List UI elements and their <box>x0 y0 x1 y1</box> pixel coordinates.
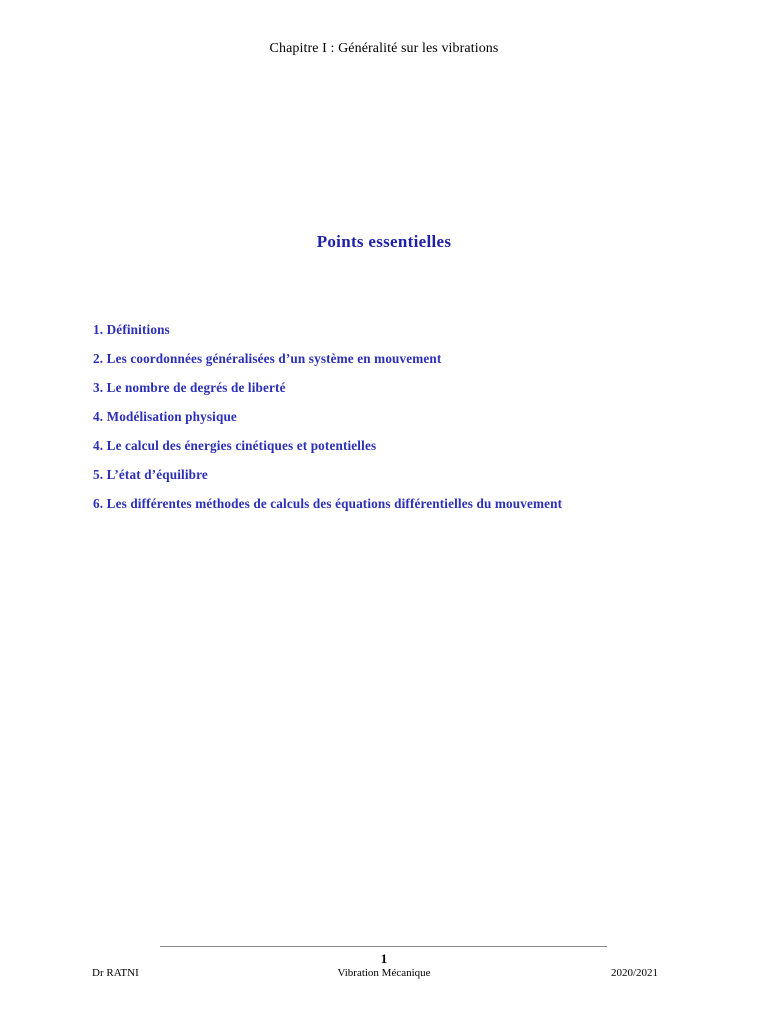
points-list <box>93 320 562 523</box>
page-number: 1 <box>380 951 388 966</box>
footer-course: Vibration Mécanique <box>337 967 431 979</box>
footer-divider <box>160 946 607 947</box>
list-item: 1. Définitions <box>93 322 170 337</box>
section-title: Points essentielles <box>316 232 452 251</box>
footer-year: 2020/2021 <box>610 967 658 979</box>
list-item: 6. Les différentes méthodes de calculs des équations différentielles du mouvement <box>93 496 563 511</box>
running-header: Chapitre I : Généralité sur les vibrations <box>269 41 499 56</box>
list-item: 2. Les coordonnées généralisées d’un système en mouvement <box>93 351 442 366</box>
list-item: 4. Modélisation physique <box>93 409 237 424</box>
list-item: 4. Le calcul des énergies cinétiques et potentielles <box>93 438 377 453</box>
list-item: 5. L’état d’équilibre <box>93 467 208 482</box>
footer-author: Dr RATNI <box>92 967 139 979</box>
list-item: 3. Le nombre de degrés de liberté <box>93 380 286 395</box>
